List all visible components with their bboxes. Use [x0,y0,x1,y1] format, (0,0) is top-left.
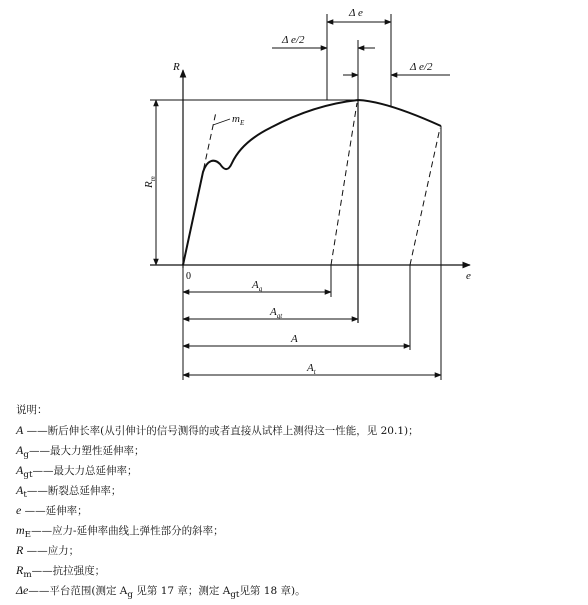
legend-item-a: A ——断后伸长率(从引伸计的信号测得的或者直接从试样上测得这一性能，见 20.1)； [16,423,419,437]
agt-label: $A_{gt}$ [270,306,283,320]
stress-strain-curve [183,100,441,265]
rm-label: $R_m$ [143,176,157,188]
legend-item-agt: $A_{gt}——$最大力总延伸率； [16,463,138,481]
legend [16,400,576,600]
legend-item-ag: $A_g——$最大力塑性延伸率； [16,443,145,461]
half-delta-left-label: Δ e/2 [282,34,305,46]
x-axis-label: e [466,270,471,282]
legend-item-delta-e: Δe——平台范围(测定 $A_g$ 见第 17 章；测定 $A_{gt}$见第 18 章)。 [16,583,306,601]
ag-label: $A_g$ [252,279,263,293]
legend-item-rm: $R_m——$抗拉强度； [16,563,106,581]
legend-item-e: e ——延伸率； [16,503,88,517]
delta-e-label: Δ e [349,7,363,19]
me-leader-line [213,119,230,125]
me-label: $m_E$ [232,113,245,127]
origin-label: 0 [186,271,191,282]
unload-line-max-force [331,103,357,265]
legend-item-at: $A_t——$断裂总延伸率； [16,483,122,501]
at-label: $A_t$ [307,362,316,376]
a-label: A [291,333,298,345]
unload-line-fracture [410,128,440,265]
y-axis-label: R [173,61,180,73]
legend-title: 说明： [16,404,48,416]
legend-item-me: $m_E——$应力-延伸率曲线上弹性部分的斜率； [16,523,224,541]
legend-item-r: R ——应力； [16,543,80,557]
half-delta-right-label: Δ e/2 [410,61,433,73]
